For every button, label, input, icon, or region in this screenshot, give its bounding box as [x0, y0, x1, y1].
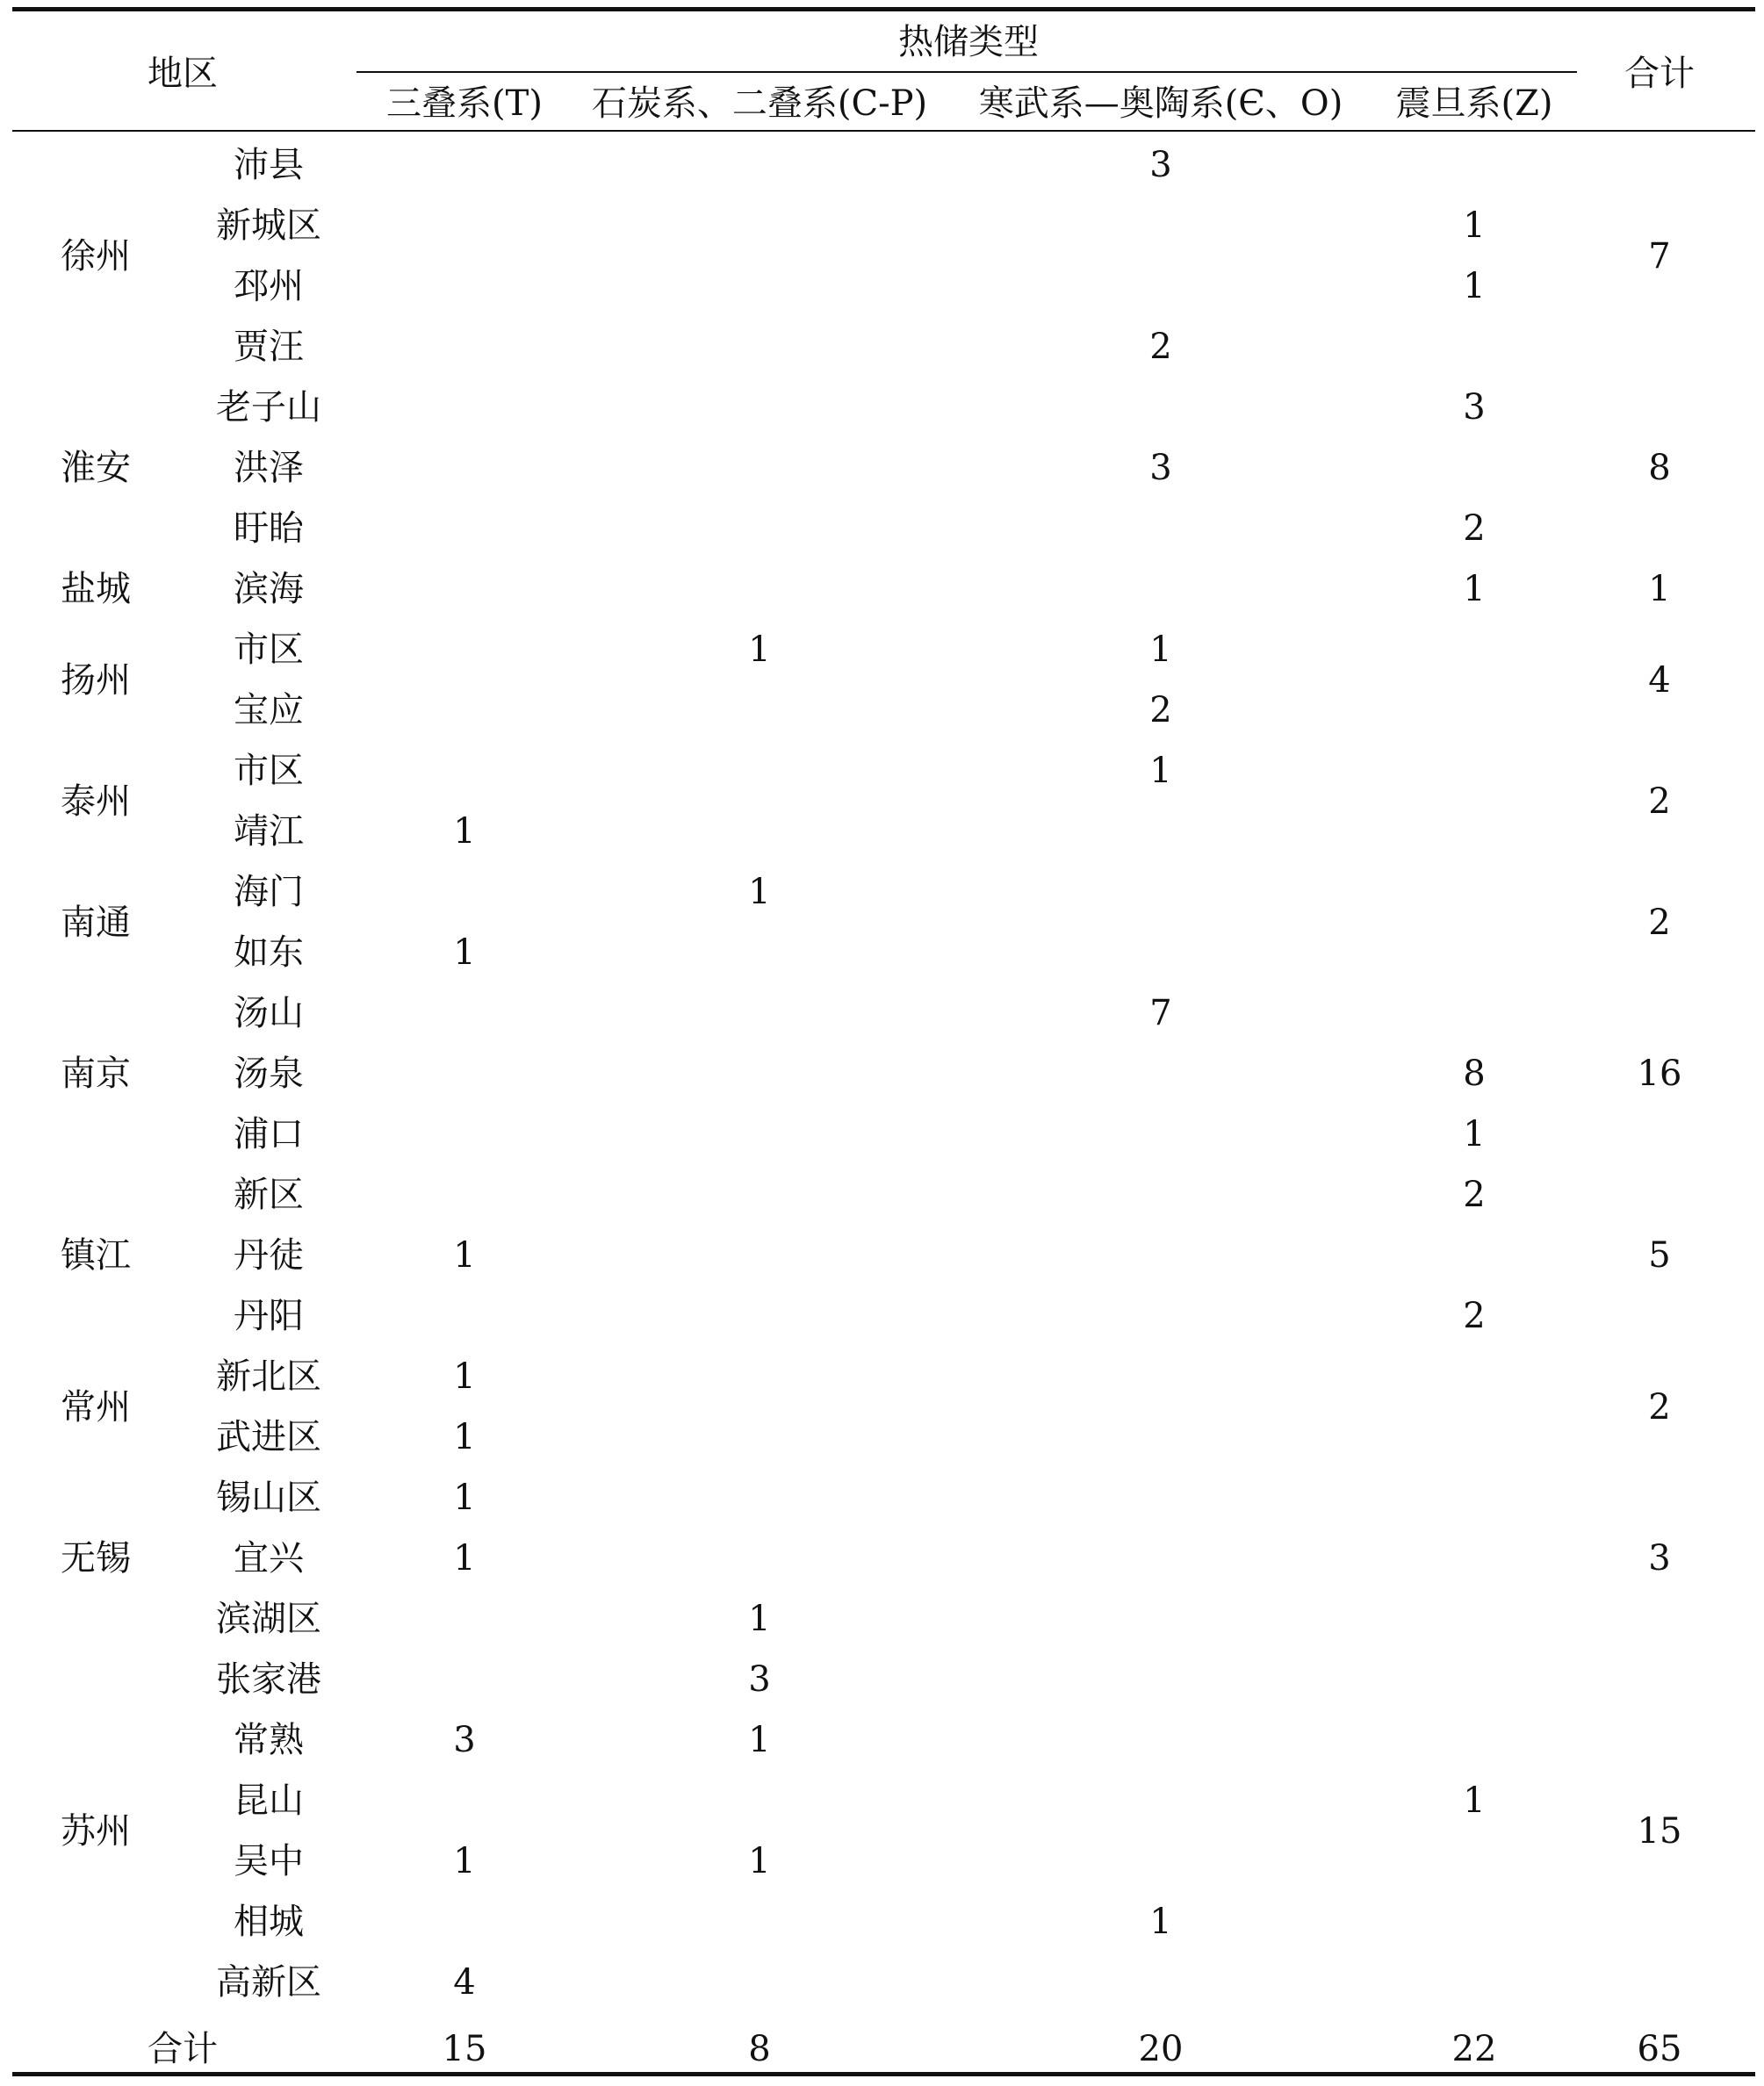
footer-total-triassic: 15 [442, 2029, 487, 2069]
region-total-cell: 7 [1648, 235, 1671, 277]
subregion-cell: 宝应 [234, 690, 304, 730]
count-cell: 2 [1463, 1175, 1486, 1215]
group-header-rule [356, 71, 1577, 73]
count-cell: 1 [453, 1478, 476, 1518]
subregion-cell: 老子山 [216, 387, 321, 428]
count-cell: 1 [453, 811, 476, 852]
subregion-cell: 汤山 [234, 993, 304, 1033]
region-total-cell: 15 [1637, 1810, 1682, 1852]
count-cell: 1 [1149, 629, 1172, 670]
count-cell: 2 [1463, 1296, 1486, 1336]
count-cell: 1 [1463, 1780, 1486, 1821]
table-bottom-rule [12, 2072, 1755, 2076]
subregion-cell: 邳州 [234, 266, 304, 306]
subregion-cell: 丹阳 [234, 1296, 304, 1336]
count-cell: 3 [1463, 387, 1486, 428]
count-cell: 1 [748, 1720, 771, 1760]
count-cell: 2 [1149, 690, 1172, 730]
region-cell: 无锡 [61, 1538, 131, 1579]
subregion-cell: 昆山 [234, 1780, 304, 1821]
count-cell: 1 [1149, 1902, 1172, 1942]
count-cell: 1 [1149, 751, 1172, 791]
count-cell: 8 [1463, 1054, 1486, 1094]
count-cell: 2 [1149, 327, 1172, 367]
subregion-cell: 滨湖区 [216, 1599, 321, 1639]
count-cell: 1 [748, 629, 771, 670]
table-top-rule [12, 7, 1755, 11]
footer-total-label: 合计 [148, 2029, 218, 2069]
subregion-cell: 市区 [234, 751, 304, 791]
count-cell: 1 [1463, 266, 1486, 306]
subregion-cell: 海门 [234, 872, 304, 912]
header-type-sinian: 震旦系(Z) [1395, 83, 1553, 124]
count-cell: 1 [453, 1841, 476, 1881]
header-type-cambrian-ordovician: 寒武系—奥陶系(Є、O) [978, 83, 1343, 124]
region-cell: 南京 [61, 1054, 131, 1094]
subregion-cell: 常熟 [234, 1720, 304, 1760]
count-cell: 1 [1463, 569, 1486, 609]
count-cell: 1 [453, 932, 476, 973]
count-cell: 1 [453, 1235, 476, 1276]
count-cell: 3 [453, 1720, 476, 1760]
region-total-cell: 2 [1648, 1386, 1671, 1428]
header-reservoir-type: 热储类型 [898, 22, 1039, 62]
subregion-cell: 宜兴 [234, 1538, 304, 1579]
header-bottom-rule [12, 130, 1755, 132]
region-total-cell: 4 [1648, 659, 1671, 701]
count-cell: 1 [453, 1417, 476, 1457]
count-cell: 1 [453, 1538, 476, 1579]
count-cell: 3 [748, 1659, 771, 1700]
region-cell: 徐州 [61, 235, 131, 277]
region-cell: 淮安 [61, 448, 131, 488]
footer-total-sinian: 22 [1451, 2029, 1497, 2069]
subregion-cell: 武进区 [216, 1417, 321, 1457]
footer-total-cambrian-ordovician: 20 [1138, 2029, 1184, 2069]
count-cell: 2 [1463, 508, 1486, 549]
header-type-carboniferous-permian: 石炭系、二叠系(C-P) [591, 83, 928, 124]
region-cell: 南通 [61, 902, 131, 943]
region-total-cell: 16 [1637, 1054, 1682, 1094]
subregion-cell: 汤泉 [234, 1054, 304, 1094]
subregion-cell: 相城 [234, 1902, 304, 1942]
region-cell: 泰州 [61, 780, 131, 822]
region-cell: 镇江 [61, 1235, 131, 1276]
footer-grand-total: 65 [1637, 2029, 1682, 2069]
count-cell: 1 [748, 1599, 771, 1639]
count-cell: 1 [748, 872, 771, 912]
subregion-cell: 洪泽 [234, 448, 304, 488]
subregion-cell: 张家港 [216, 1659, 321, 1700]
subregion-cell: 新城区 [216, 205, 321, 246]
header-type-triassic: 三叠系(T) [386, 83, 543, 124]
footer-total-carboniferous-permian: 8 [748, 2029, 771, 2069]
count-cell: 1 [748, 1841, 771, 1881]
region-cell: 盐城 [61, 569, 131, 609]
subregion-cell: 浦口 [234, 1114, 304, 1154]
subregion-cell: 滨海 [234, 569, 304, 609]
region-total-cell: 3 [1648, 1538, 1671, 1579]
subregion-cell: 锡山区 [216, 1478, 321, 1518]
count-cell: 3 [1149, 448, 1172, 488]
header-total: 合计 [1624, 54, 1695, 94]
region-total-cell: 2 [1648, 780, 1671, 822]
header-region: 地区 [148, 54, 218, 94]
subregion-cell: 如东 [234, 932, 304, 973]
count-cell: 7 [1149, 993, 1172, 1033]
region-total-cell: 5 [1648, 1235, 1671, 1276]
region-cell: 扬州 [61, 659, 131, 701]
count-cell: 1 [453, 1356, 476, 1397]
region-total-cell: 8 [1648, 448, 1671, 488]
region-total-cell: 2 [1648, 902, 1671, 943]
subregion-cell: 市区 [234, 629, 304, 670]
region-cell: 苏州 [61, 1810, 131, 1852]
subregion-cell: 盱眙 [234, 508, 304, 549]
region-total-cell: 1 [1648, 569, 1671, 609]
count-cell: 4 [453, 1962, 476, 2003]
count-cell: 1 [1463, 205, 1486, 246]
subregion-cell: 靖江 [234, 811, 304, 852]
count-cell: 3 [1149, 145, 1172, 185]
subregion-cell: 高新区 [216, 1962, 321, 2003]
subregion-cell: 丹徒 [234, 1235, 304, 1276]
count-cell: 1 [1463, 1114, 1486, 1154]
subregion-cell: 吴中 [234, 1841, 304, 1881]
subregion-cell: 新北区 [216, 1356, 321, 1397]
subregion-cell: 沛县 [234, 145, 304, 185]
region-cell: 常州 [61, 1386, 131, 1428]
subregion-cell: 新区 [234, 1175, 304, 1215]
subregion-cell: 贾汪 [234, 327, 304, 367]
